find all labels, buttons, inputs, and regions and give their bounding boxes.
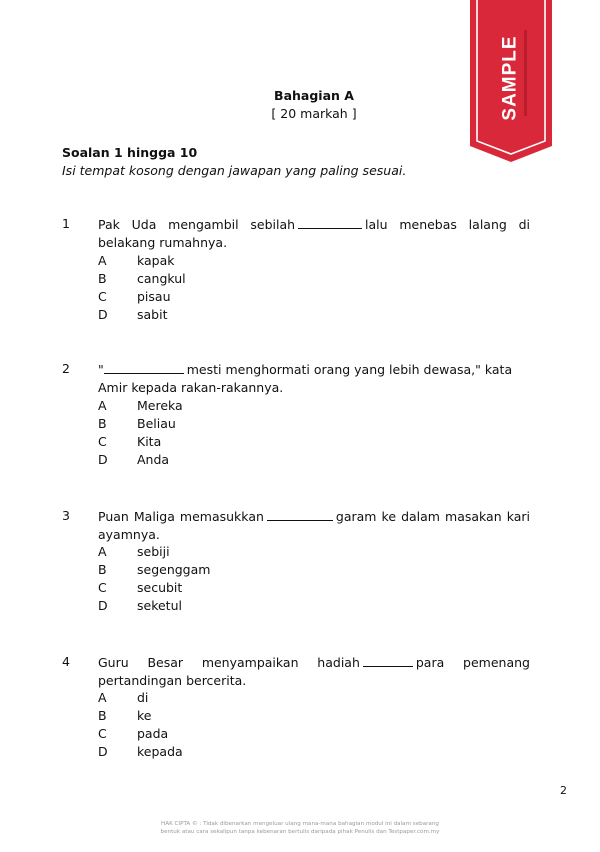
copyright-line: bentuk atau cara sekalipun tanpa kebenaran bertulis daripada pihak Penulis dan Testpaper.com.my	[160, 829, 440, 835]
option-letter: C	[98, 726, 107, 741]
copyright-notice	[0, 820, 600, 836]
option-text: Mereka	[137, 398, 183, 413]
instruction-text: Isi tempat kosong dengan jawapan yang paling sesuai.	[62, 163, 407, 178]
sample-stamp-text: SAMPLE	[500, 35, 521, 121]
option-letter: D	[98, 598, 108, 613]
option-text: secubit	[137, 580, 183, 595]
option-text: Beliau	[137, 416, 176, 431]
question-number: 4	[62, 654, 70, 669]
option-text: segenggam	[137, 562, 211, 577]
option-letter: A	[98, 253, 107, 268]
page-number: 2	[560, 784, 567, 797]
section-marks: [ 20 markah ]	[271, 106, 357, 121]
option-letter: B	[98, 416, 107, 431]
copyright-line: HAK CIPTA © : Tidak dibenarkan mengeluar ulang mana-mana bahagian modul ini dalam sebarang	[161, 821, 439, 827]
answer-blank	[363, 655, 413, 667]
option-letter: C	[98, 434, 107, 449]
question-text: Puan Maliga memasukkan garam ke dalam masakan kari ayamnya.	[98, 509, 530, 542]
option-letter: A	[98, 544, 107, 559]
option-letter: B	[98, 708, 107, 723]
option-letter: A	[98, 690, 107, 705]
answer-blank	[267, 509, 333, 521]
answer-blank	[104, 362, 184, 374]
option-text: pisau	[137, 289, 171, 304]
option-text: seketul	[137, 598, 182, 613]
question-text: Pak Uda mengambil sebilah lalu menebas lalang di belakang rumahnya.	[98, 217, 530, 250]
question-text: Guru Besar menyampaikan hadiah para pemenang pertandingan bercerita.	[98, 655, 530, 688]
option-letter: A	[98, 398, 107, 413]
option-letter: D	[98, 452, 108, 467]
option-letter: D	[98, 744, 108, 759]
question-text: " mesti menghormati orang yang lebih dewasa," kata Amir kepada rakan-rakannya.	[98, 362, 513, 395]
option-text: cangkul	[137, 271, 186, 286]
option-text: pada	[137, 726, 169, 741]
option-letter: B	[98, 271, 107, 286]
option-text: ke	[137, 708, 152, 723]
option-text: di	[137, 690, 149, 705]
option-text: kepada	[137, 744, 183, 759]
option-text: sabit	[137, 307, 168, 322]
option-letter: C	[98, 289, 107, 304]
question-number: 3	[62, 508, 70, 523]
section-heading: Bahagian A	[274, 88, 354, 103]
option-letter: D	[98, 307, 108, 322]
question-number: 1	[62, 216, 70, 231]
question-number: 2	[62, 361, 70, 376]
option-text: kapak	[137, 253, 175, 268]
question-range-title: Soalan 1 hingga 10	[62, 145, 198, 160]
option-text: Kita	[137, 434, 162, 449]
option-text: Anda	[137, 452, 170, 467]
option-letter: B	[98, 562, 107, 577]
answer-blank	[298, 217, 362, 229]
option-letter: C	[98, 580, 107, 595]
option-text: sebiji	[137, 544, 170, 559]
